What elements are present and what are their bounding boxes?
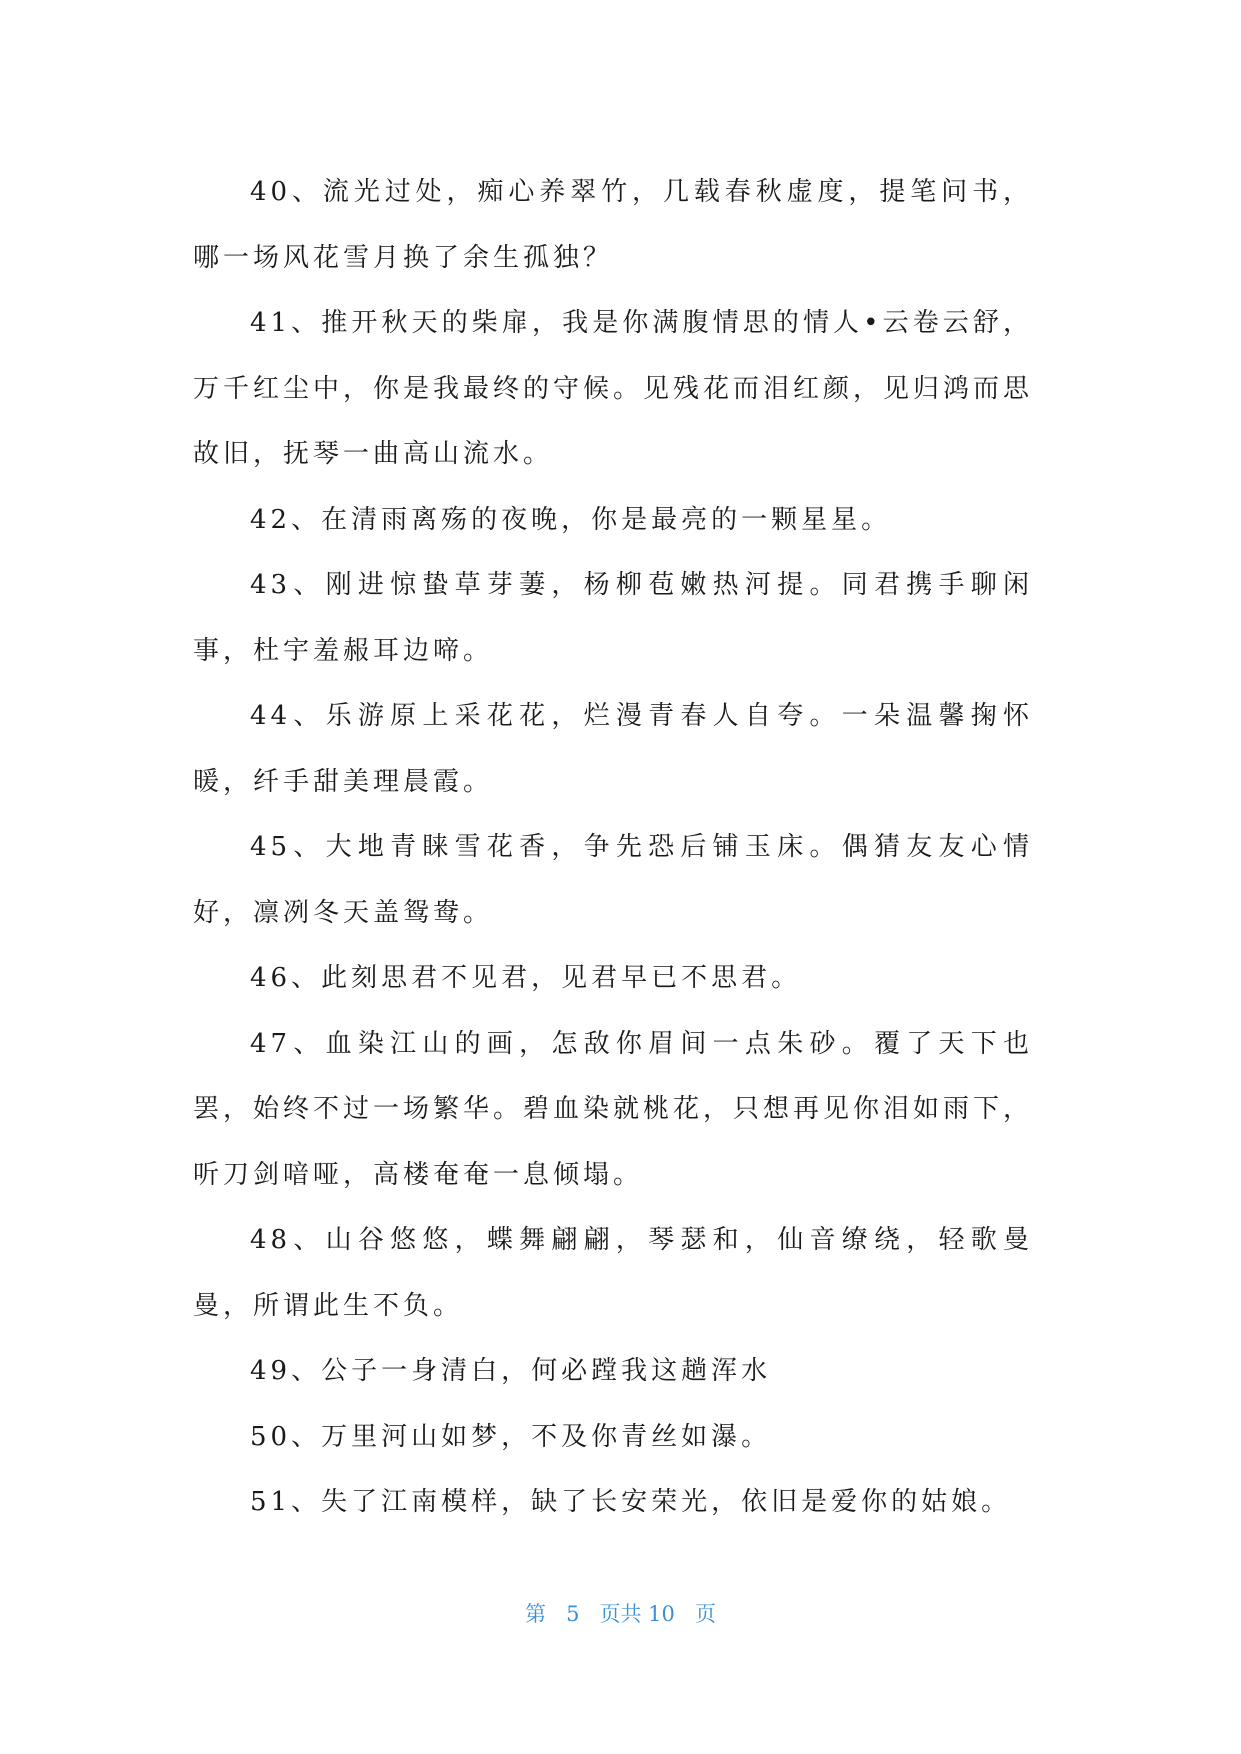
footer-total-pages: 10 (648, 1602, 675, 1626)
footer-mid: 页共 (599, 1602, 642, 1626)
paragraph-44: 44、乐游原上采花花，烂漫青春人自夸。一朵温馨掬怀暖，纤手甜美理晨霞。 (193, 701, 1033, 797)
document-body (193, 160, 1033, 1536)
paragraph-47: 47、血染江山的画，怎敌你眉间一点朱砂。覆了天下也罢，始终不过一场繁华。碧血染就桃花，只想再见你泪如雨下，听刀剑喑哑，高楼奄奄一息倾塌。 (193, 1028, 1034, 1190)
paragraph-41: 41、推开秋天的柴扉，我是你满腹情思的情人•云卷云舒，万千红尘中，你是我最终的守候。见残花而泪红颜，见归鸿而思故旧，抚琴一曲高山流水。 (193, 308, 1034, 469)
paragraph-49: 49、公子一身清白，何必蹚我这趟浑水 (250, 1356, 772, 1386)
footer-suffix: 页 (694, 1602, 716, 1626)
paragraph-46: 46、此刻思君不见君，见君早已不思君。 (250, 963, 802, 993)
paragraph-50: 50、万里河山如梦，不及你青丝如瀑。 (250, 1421, 772, 1452)
paragraph-45: 45、大地青睐雪花香，争先恐后铺玉床。偶猜友友心情好，凛冽冬天盖鸳鸯。 (193, 832, 1033, 928)
footer-current-page: 5 (566, 1602, 580, 1626)
paragraph-43: 43、刚进惊蛰草芽萋，杨柳苞嫩热河提。同君携手聊闲事，杜宇羞赧耳边啼。 (193, 570, 1033, 666)
footer-prefix: 第 (525, 1602, 547, 1626)
page-footer (0, 1598, 1241, 1628)
paragraph-48: 48、山谷悠悠，蝶舞翩翩，琴瑟和，仙音缭绕，轻歌曼曼，所谓此生不负。 (193, 1225, 1033, 1321)
paragraph-42: 42、在清雨离殇的夜晚，你是最亮的一颗星星。 (250, 504, 892, 535)
paragraph-40: 40、流光过处，痴心养翠竹，几载春秋虚度，提笔问书，哪一场风花雪月换了余生孤独？ (193, 177, 1033, 273)
paragraph-51: 51、失了江南模样，缺了长安荣光，依旧是爱你的姑娘。 (250, 1487, 1012, 1517)
